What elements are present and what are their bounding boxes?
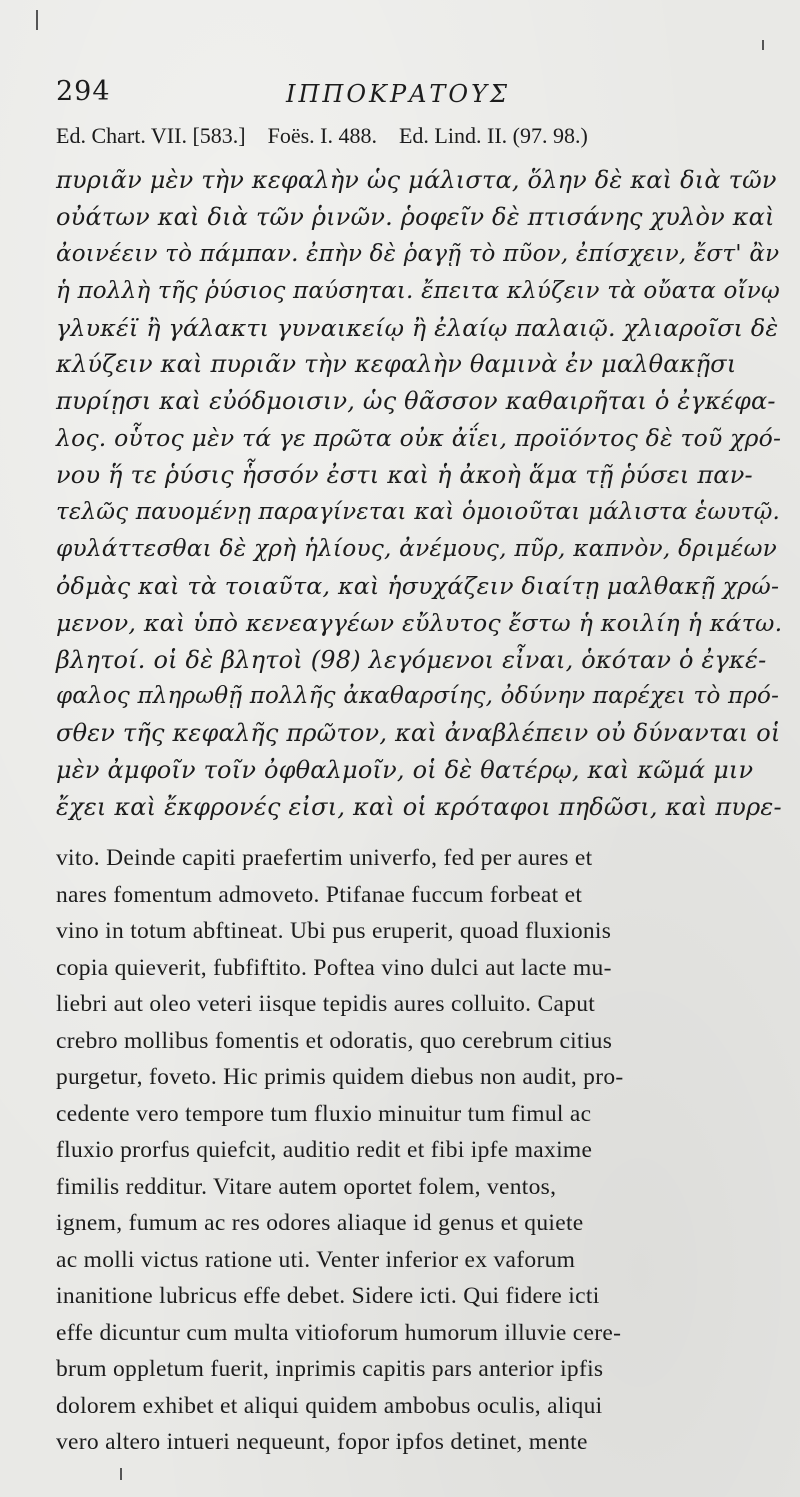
latin-line: cedente vero tempore tum fluxio minuitur tum fimul ac — [56, 1100, 592, 1127]
latin-line: vero altero intueri nequeunt, fopor ipfos detinet, mente — [56, 1429, 588, 1455]
greek-line: ἡ πολλὴ τῆς ῥύσιος παύσηται. ἔπειτα κλύζειν τὰ οὔατα οἴνῳ — [56, 277, 780, 304]
latin-text-block — [56, 840, 796, 1461]
greek-line: ὀδμὰς καὶ τὰ τοιαῦτα, καὶ ἡσυχάζειν διαίτῃ μαλθακῇ χρώ- — [56, 571, 780, 600]
latin-line: liebri aut oleo veteri iisque tepidis aures colluito. Caput — [56, 991, 596, 1017]
greek-line: νου ἥ τε ῥύσις ἧσσόν ἐστι καὶ ἡ ἀκοὴ ἅμα τῇ ῥύσει παν- — [56, 461, 753, 490]
latin-line: inanitione lubricus effe debet. Sidere icti. Qui fidere icti — [56, 1283, 600, 1309]
latin-line: purgetur, foveto. Hic primis quidem diebus non audit, pro- — [56, 1064, 624, 1090]
greek-line: ἔχει καὶ ἔκφρονές εἰσι, καὶ οἱ κρόταφοι πηδῶσι, καὶ πυρε- — [56, 793, 782, 822]
greek-line: φυλάττεσθαι δὲ χρὴ ἡλίους, ἀνέμους, πῦρ, καπνὸν, δριμέων — [56, 534, 777, 562]
greek-line: βλητοί. οἱ δὲ βλητοὶ (98) λεγόμενοι εἶναι, ὁκόταν ὁ ἐγκέ- — [56, 645, 767, 674]
running-title: ΙΠΠΟΚΡΑΤΟΥΣ — [286, 80, 510, 108]
greek-line: φαλος πληρωθῇ πολλῆς ἀκαθαρσίης, ὀδύνην παρέχει τὸ πρό- — [56, 683, 780, 710]
greek-line: λος. οὗτος μὲν τά γε πρῶτα οὐκ ἀΐει, προϊόντος δὲ τοῦ χρό- — [56, 424, 782, 453]
greek-line: κλύζειν καὶ πυριᾶν τὴν κεφαλὴν θαμινὰ ἐν μαλθακῇσι — [56, 350, 737, 379]
greek-line: οὐάτων καὶ διὰ τῶν ῥινῶν. ῥοφεῖν δὲ πτισάνης χυλὸν καὶ — [56, 202, 775, 231]
latin-line: vino in totum abftineat. Ubi pus eruperit, quoad fluxionis — [56, 918, 612, 944]
latin-line: dolorem exhibet et aliqui quidem ambobus oculis, aliqui — [56, 1392, 603, 1419]
latin-line: effe dicuntur cum multa vitioforum humorum illuvie cere- — [56, 1319, 622, 1346]
greek-line: μενον, καὶ ὑπὸ κενεαγγέων εὔλυτος ἔστω ἡ κοιλίη ἡ κάτω. — [56, 608, 783, 637]
greek-text-block — [56, 162, 796, 826]
greek-line: γλυκέϊ ἢ γάλακτι γυναικείῳ ἢ ἐλαίῳ παλαιῷ. χλιαροῖσι δὲ — [56, 313, 779, 342]
latin-line: nares fomentum admoveto. Ptifanae fuccum forbeat et — [56, 881, 583, 908]
page-number: 294 — [56, 76, 111, 107]
greek-line: ἀοινέειν τὸ πάμπαν. ἐπὴν δὲ ῥαγῇ τὸ πῦον, ἐπίσχειν, ἔστ' ἂν — [56, 240, 780, 267]
latin-line: fimilis redditur. Vitare autem oportet folem, ventos, — [56, 1173, 557, 1200]
greek-line: τελῶς παυομένῃ παραγίνεται καὶ ὁμοιοῦται μάλιστα ἑωυτῷ. — [56, 499, 781, 526]
latin-line: brum oppletum fuerit, inprimis capitis pars anterior ipfis — [56, 1356, 604, 1382]
edition-reference: Ed. Chart. VII. [583.] Foës. I. 488. Ed. Lind. II. (97. 98.) — [56, 123, 588, 148]
greek-line: μὲν ἀμφοῖν τοῖν ὀφθαλμοῖν, οἱ δὲ θατέρῳ, καὶ κῶμά μιν — [56, 756, 754, 785]
latin-line: vito. Deinde capiti praefertim univerfo, fed per aures et — [56, 845, 593, 871]
scan-speck — [36, 10, 38, 30]
greek-line: σθεν τῆς κεφαλῆς πρῶτον, καὶ ἀναβλέπειν οὐ δύνανται οἱ — [56, 719, 781, 748]
greek-line: πυρίῃσι καὶ εὐόδμοισιν, ὡς θᾶσσον καθαιρῆται ὁ ἐγκέφα- — [56, 387, 776, 416]
page-header — [56, 76, 756, 116]
latin-line: copia quieverit, fubfiftito. Poftea vino dulci aut lacte mu- — [56, 954, 612, 981]
latin-line: fluxio prorfus quiefcit, auditio redit et fibi ipfe maxime — [56, 1137, 593, 1163]
scan-speck — [120, 1468, 122, 1480]
latin-line: ac molli victus ratione uti. Venter inferior ex vaforum — [56, 1246, 576, 1273]
greek-line: πυριᾶν μὲν τὴν κεφαλὴν ὡς μάλιστα, ὅλην δὲ καὶ διὰ τῶν — [56, 166, 777, 194]
latin-line: ignem, fumum ac res odores aliaque id genus et quiete — [56, 1210, 584, 1236]
scan-speck — [762, 40, 764, 50]
latin-line: crebro mollibus fomentis et odoratis, quo cerebrum citius — [56, 1027, 613, 1054]
